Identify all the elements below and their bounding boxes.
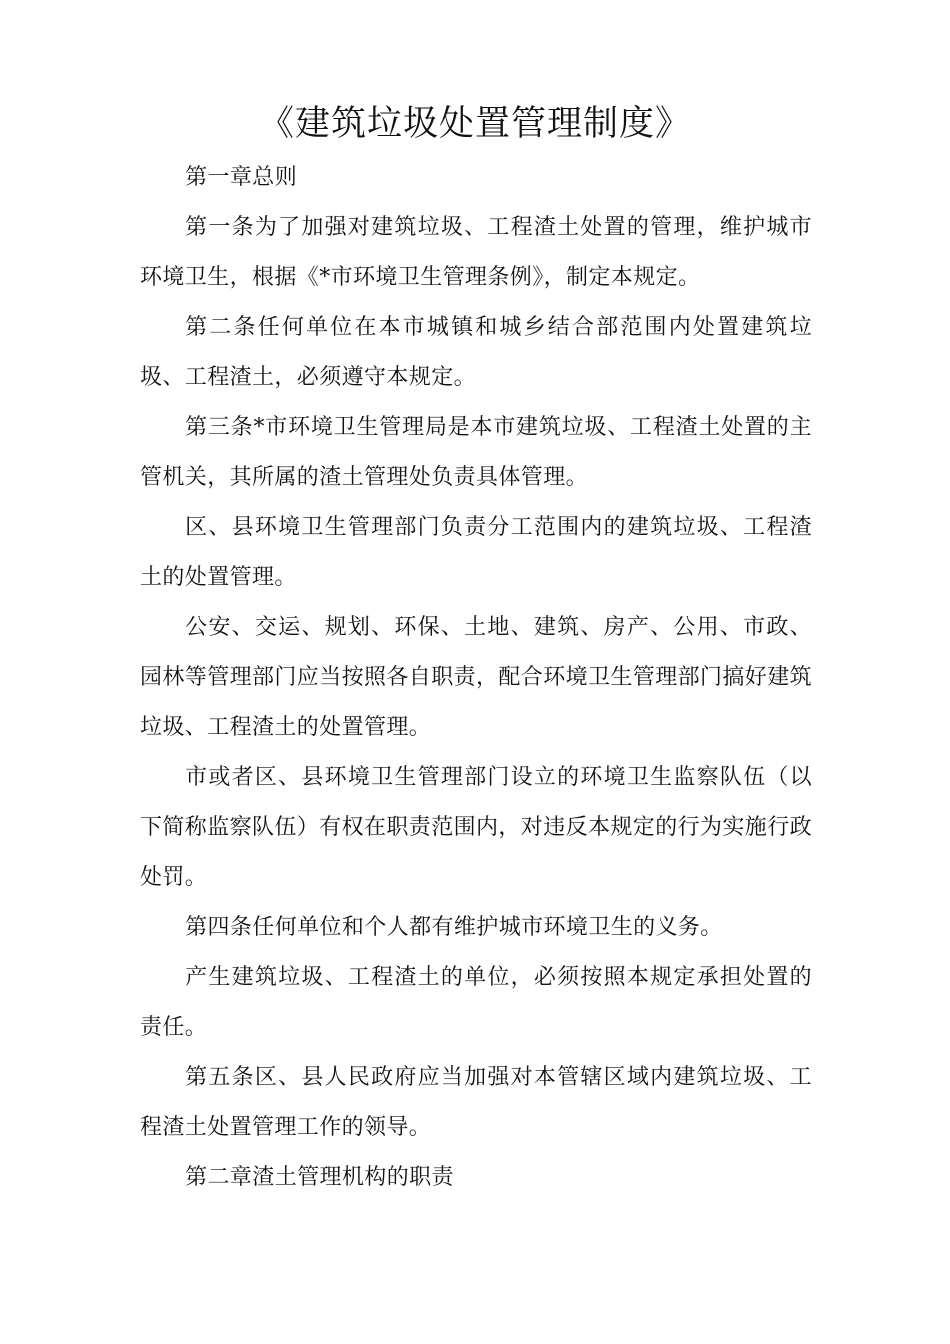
paragraph: 第三条*市环境卫生管理局是本市建筑垃圾、工程渣土处置的主管机关，其所属的渣土管理处负责具体管理。	[140, 415, 812, 490]
chapter-heading: 第一章总则	[185, 165, 298, 190]
document-title: 《建筑垃圾处置管理制度》	[258, 104, 691, 144]
paragraph: 产生建筑垃圾、工程渣土的单位，必须按照本规定承担处置的责任。	[140, 965, 812, 1040]
paragraph: 公安、交运、规划、环保、土地、建筑、房产、公用、市政、园林等管理部门应当按照各自职责，配合环境卫生管理部门搞好建筑垃圾、工程渣土的处置管理。	[140, 615, 813, 740]
paragraph: 市或者区、县环境卫生管理部门设立的环境卫生监察队伍（以下简称监察队伍）有权在职责范围内，对违反本规定的行为实施行政处罚。	[140, 765, 813, 890]
document-body	[140, 153, 812, 1203]
chapter-heading: 第二章渣土管理机构的职责	[185, 1165, 454, 1190]
paragraph: 第二条任何单位在本市城镇和城乡结合部范围内处置建筑垃圾、工程渣土，必须遵守本规定。	[140, 315, 812, 390]
paragraph: 区、县环境卫生管理部门负责分工范围内的建筑垃圾、工程渣土的处置管理。	[140, 515, 812, 590]
paragraph: 第五条区、县人民政府应当加强对本管辖区域内建筑垃圾、工程渣土处置管理工作的领导。	[140, 1065, 812, 1140]
paragraph: 第四条任何单位和个人都有维护城市环境卫生的义务。	[185, 915, 723, 940]
paragraph: 第一条为了加强对建筑垃圾、工程渣土处置的管理，维护城市环境卫生，根据《*市环境卫生管理条例》，制定本规定。	[140, 215, 812, 290]
